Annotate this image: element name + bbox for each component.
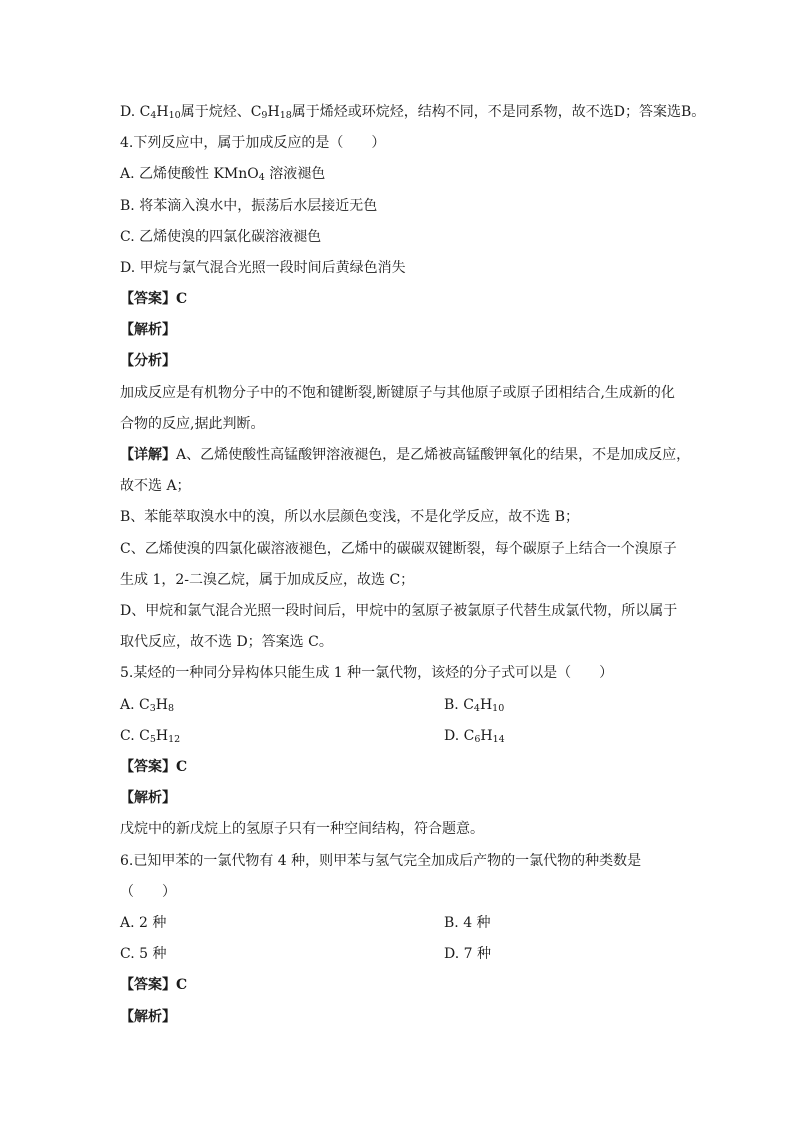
text-run: H	[480, 728, 493, 744]
question-6-jiexi-heading: 【解析】	[120, 1009, 176, 1025]
question-4-detail-b: B、苯能萃取溴水中的溴，所以水层颜色变浅，不是化学反应，故不选 B；	[120, 509, 580, 525]
question-4-stem: 4.下列反应中，属于加成反应的是（ ）	[120, 135, 386, 151]
question-5-jiexi-text: 戊烷中的新戊烷上的氢原子只有一种空间结构，符合题意。	[120, 821, 484, 837]
text-run: B. C	[444, 697, 474, 713]
subscript: 5	[149, 734, 156, 745]
question-4-option-c: C. 乙烯使溴的四氯化碳溶液褪色	[120, 229, 322, 245]
text-run: H	[156, 104, 169, 120]
text-run: 溶液褪色	[264, 166, 326, 182]
question-5-jiexi-heading: 【解析】	[120, 790, 176, 806]
question-4-fenxi-heading: 【分析】	[120, 353, 176, 369]
question-4-detail-c-line1: C、乙烯使溴的四氯化碳溶液褪色，乙烯中的碳碳双键断裂，每个碳原子上结合一个溴原子	[120, 541, 677, 557]
question-5-stem: 5.某烃的一种同分异构体只能生成 1 种一氯代物，该烃的分子式可以是（ ）	[120, 665, 614, 681]
text-run: H	[267, 104, 280, 120]
question-4-detail-a-line2: 故不选 A；	[120, 478, 191, 494]
question-4-detail-d-line1: D、甲烷和氯气混合光照一段时间后，甲烷中的氢原子被氯原子代替生成氯代物，所以属于	[120, 603, 678, 619]
question-6-option-b: B. 4 种	[444, 915, 491, 931]
subscript: 4	[258, 172, 265, 183]
text-run: H	[479, 697, 493, 713]
question-5-option-c	[120, 726, 180, 746]
question-6-stem-paren: （ ）	[120, 884, 176, 900]
subscript: 4	[150, 110, 157, 121]
question-4-option-b: B. 将苯滴入溴水中，振荡后水层接近无色	[120, 198, 378, 214]
question-5-option-d	[444, 726, 505, 746]
question-4-detail-c-line2: 生成 1，2-二溴乙烷，属于加成反应，故选 C；	[120, 572, 415, 588]
subscript: 18	[279, 110, 292, 121]
question-4-answer: 【答案】C	[120, 291, 188, 307]
question-4-detail-a-line1	[120, 445, 690, 465]
text-run: 属于烷烃、C	[180, 104, 262, 120]
subscript: 10	[168, 110, 181, 121]
subscript: 12	[168, 734, 181, 745]
question-6-option-d: D. 7 种	[444, 946, 491, 962]
text-run: D. C	[120, 104, 151, 120]
subscript: 9	[261, 110, 268, 121]
subscript: 10	[492, 703, 505, 714]
question-6-option-a: A. 2 种	[120, 915, 167, 931]
text-run: D. C	[444, 728, 475, 744]
question-4-jiexi-heading: 【解析】	[120, 322, 176, 338]
subscript: 8	[168, 703, 175, 714]
detail-heading: 【详解】	[120, 447, 176, 463]
subscript: 6	[474, 734, 481, 745]
question-4-option-d: D. 甲烷与氯气混合光照一段时间后黄绿色消失	[120, 260, 406, 276]
question-5-option-a	[120, 695, 174, 715]
question-5-option-b	[444, 695, 504, 715]
question-6-answer: 【答案】C	[120, 977, 188, 993]
question-4-fenxi-text-line1: 加成反应是有机物分子中的不饱和键断裂,断键原子与其他原子或原子团相结合,生成新的化	[120, 385, 675, 401]
question-4-fenxi-text-line2: 合物的反应,据此判断。	[120, 416, 265, 432]
question-4-option-a	[120, 164, 325, 184]
text-run: H	[155, 697, 168, 713]
text-run: C. C	[120, 728, 150, 744]
text-run: H	[155, 728, 169, 744]
question-6-stem: 6.已知甲苯的一氯代物有 4 种，则甲苯与氢气完全加成后产物的一氯代物的种类数是	[120, 853, 642, 869]
question-6-option-c: C. 5 种	[120, 946, 167, 962]
question-5-answer: 【答案】C	[120, 759, 188, 775]
text-run: A. 乙烯使酸性 KMnO	[120, 166, 259, 182]
subscript: 14	[492, 734, 505, 745]
prev-answer-explanation-d	[120, 102, 705, 122]
subscript: 3	[149, 703, 156, 714]
text-run: A、乙烯使酸性高锰酸钾溶液褪色，是乙烯被高锰酸钾氧化的结果，不是加成反应，	[176, 447, 691, 463]
subscript: 4	[473, 703, 480, 714]
text-run: A. C	[120, 697, 150, 713]
text-run: 属于烯烃或环烷烃，结构不同，不是同系物，故不选D；答案选B。	[291, 104, 706, 120]
question-4-detail-d-line2: 取代反应，故不选 D；答案选 C。	[120, 634, 333, 650]
